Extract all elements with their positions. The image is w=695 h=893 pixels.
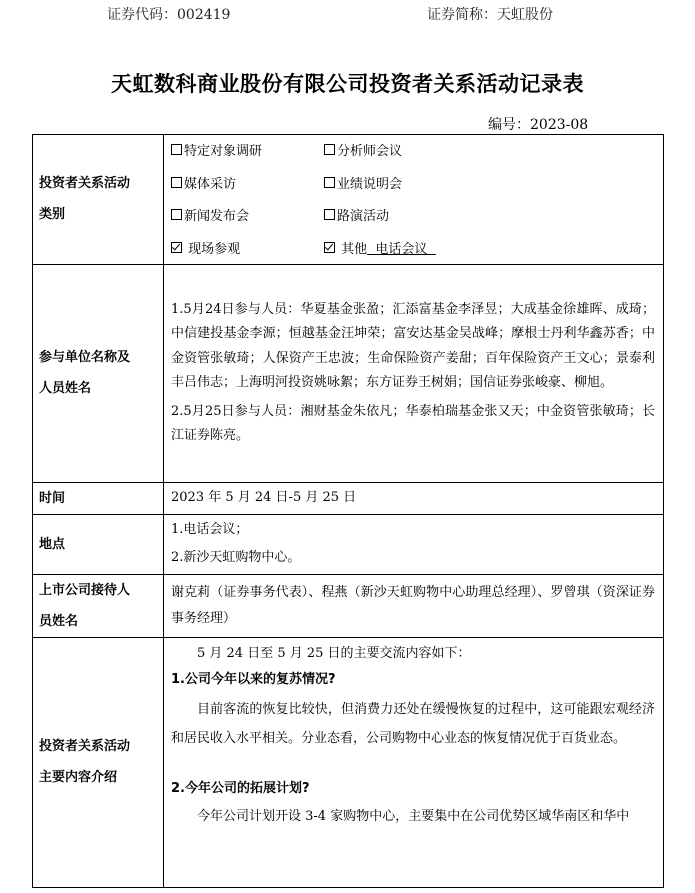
content-intro: 5 月 24 日至 5 月 25 日的主要交流内容如下： (197, 645, 471, 661)
location-line: 1.电话会议； (171, 521, 249, 537)
other-detail: 电话会议 (375, 241, 428, 257)
checkbox-icon[interactable] (324, 209, 335, 220)
label-line: 类别 (39, 207, 66, 223)
option-other[interactable] (324, 238, 655, 262)
question-1: 1.公司今年以来的复苏情况? (171, 672, 336, 687)
label-line: 参与单位名称及 (39, 350, 131, 365)
option-label: 业绩说明会 (337, 176, 403, 192)
label-activity-category (33, 135, 164, 265)
answer-1: 目前客流的恢复比较快，但消费力还处在缓慢恢复的过程中，这可能跟宏观经济和居民收入水平相关。分业态看，公司购物中心业态的恢复情况优于百货业态。 (171, 701, 655, 746)
row-time (33, 482, 664, 514)
option-label: 路演活动 (337, 209, 390, 224)
checkbox-icon[interactable] (324, 177, 335, 188)
option-specific-research[interactable] (171, 140, 324, 164)
label-line: 员姓名 (39, 613, 79, 629)
row-receptionist (33, 574, 664, 637)
record-table (32, 134, 664, 888)
option-press-conference[interactable] (171, 205, 324, 229)
row-main-content (33, 637, 664, 887)
participants-may-25: 2.5月25日参与人员：湘财基金朱依凡；华泰柏瑞基金张又天；中金资管张敏琦；长江证券陈亮。 (171, 403, 655, 443)
stock-name: 证券简称：天虹股份 (427, 7, 553, 23)
option-roadshow[interactable] (324, 205, 655, 229)
checkbox-icon[interactable] (171, 177, 182, 188)
label-line: 投资者关系活动 (39, 176, 131, 192)
checked-checkbox-icon[interactable] (171, 242, 182, 253)
checkbox-icon[interactable] (171, 209, 182, 220)
row-activity-category (33, 135, 664, 265)
label-receptionist (33, 574, 164, 637)
answer-2: 今年公司计划开设 3-4 家购物中心，主要集中在公司优势区域华南区和华中 (197, 809, 630, 824)
option-site-visit[interactable] (171, 238, 324, 262)
label-main-content (33, 637, 164, 887)
checkbox-icon[interactable] (171, 144, 182, 155)
option-earnings-call[interactable] (324, 173, 655, 197)
location-value (164, 514, 664, 574)
receptionist-value (164, 574, 664, 637)
spacer (171, 753, 655, 775)
activity-category-options (164, 135, 664, 265)
option-label: 现场参观 (188, 241, 241, 257)
option-media-interview[interactable] (171, 173, 324, 197)
participants-may-24: 1.5月24日参与人员：华夏基金张盈；汇添富基金李泽昱；大成基金徐雄晖、成琦；中信建投基金李源；恒越基金汪坤荣；富安达基金吴战峰；摩根士丹利华鑫苏香；中金资管张敏琦；人保资产王忠波；生命保险资产姜甜；百年保险资产王文心；景泰利丰吕伟志；上海明河投资姚咏絮；东方证券王树娟；国信证券张峻豪、柳旭。 (171, 301, 655, 390)
main-content-value (164, 637, 664, 887)
row-location (33, 514, 664, 574)
stock-code: 证券代码：002419 (107, 7, 231, 23)
receptionist-names: 谢克莉（证券事务代表）、程燕（新沙天虹购物中心助理总经理）、罗曾琪（资深证券事务经理） (171, 584, 655, 626)
label-participants (33, 264, 164, 482)
question-2: 2.今年公司的拓展计划? (171, 780, 310, 796)
label-line: 人员姓名 (39, 381, 92, 396)
row-participants (33, 264, 664, 482)
participants-value (164, 264, 664, 482)
label-time: 时间 (33, 482, 164, 514)
option-analyst-meeting[interactable] (324, 140, 655, 164)
location-line: 2.新沙天虹购物中心。 (171, 550, 301, 565)
option-label: 新闻发布会 (184, 209, 250, 224)
checkbox-icon[interactable] (324, 144, 335, 155)
label-line: 上市公司接待人 (39, 582, 131, 598)
option-label: 特定对象调研 (184, 144, 263, 159)
option-label: 分析师会议 (337, 144, 403, 159)
label-line: 投资者关系活动 (39, 739, 131, 754)
label-line: 主要内容介绍 (39, 770, 118, 785)
document-title: 天虹数科商业股份有限公司投资者关系活动记录表 (111, 72, 584, 96)
label-location: 地点 (33, 514, 164, 574)
document-number: 编号：2023-08 (488, 117, 589, 133)
checked-checkbox-icon[interactable] (324, 242, 335, 253)
option-label: 媒体采访 (184, 176, 237, 192)
option-label: 其他 (341, 241, 368, 257)
time-value: 2023 年 5 月 24 日-5 月 25 日 (164, 482, 664, 514)
